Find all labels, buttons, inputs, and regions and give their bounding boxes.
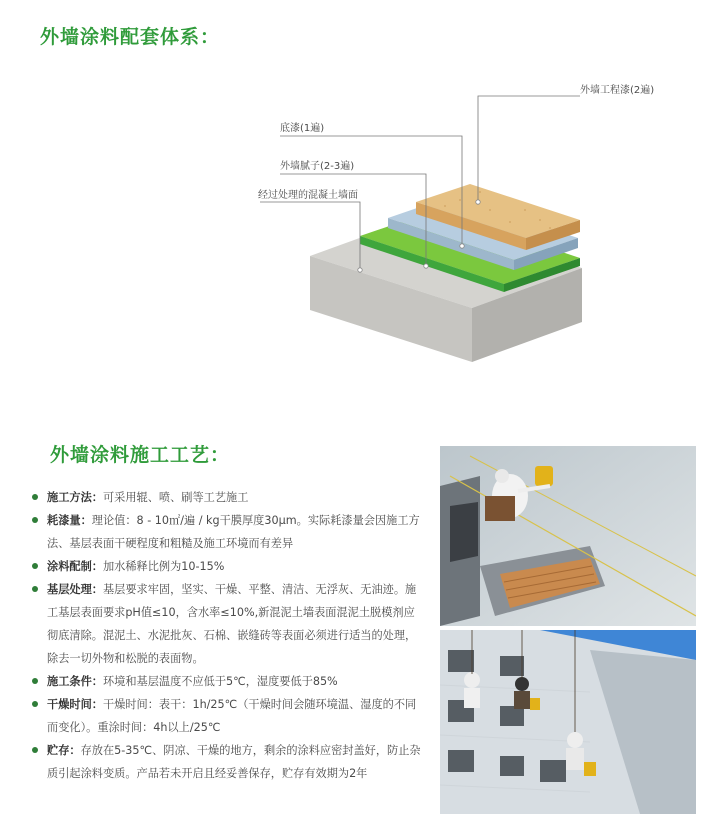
- list-item: 贮存：存放在5-35℃、阴凉、干燥的地方，剩余的涂料应密封盖好，防止杂质引起涂料变质。产品若未开启且经妥善保存，贮存有效期为2年: [30, 739, 422, 785]
- bullet-icon: [32, 747, 38, 753]
- bullet-icon: [32, 701, 38, 707]
- photo-workers-facade: [440, 630, 696, 814]
- label-topcoat: 外墙工程漆(2遍): [580, 85, 655, 96]
- section-title-process: 外墙涂料施工工艺：: [50, 444, 231, 466]
- label-substrate: 经过处理的混凝土墙面: [258, 190, 358, 201]
- label-primer: 底漆(1遍): [280, 123, 325, 134]
- photo-worker-wall: [440, 446, 696, 626]
- bullet-icon: [32, 517, 38, 523]
- leader-topcoat: [478, 96, 580, 202]
- label-putty: 外墙腻子(2-3遍): [280, 161, 355, 172]
- process-list: [30, 486, 422, 785]
- list-item: 干燥时间：干燥时间：表干：1h/25℃（干燥时间会随环境温、湿度的不同而变化）。重涂时间：4h以上/25℃: [30, 693, 422, 739]
- list-item: 基层处理：基层要求牢固，坚实、干燥、平整、清洁、无浮灰、无油迹。施工基层表面要求pH值≤10，含水率≤10%,新混泥土墙表面混泥土脱模剂应彻底清除。混泥土、水泥批灰、石棉、嵌缝砖等表面必须进行适当的处理，除去一切外物和松脱的表面物。: [30, 578, 422, 670]
- list-item: 施工条件：环境和基层温度不应低于5℃，湿度要低于85%: [30, 670, 422, 693]
- bullet-icon: [32, 563, 38, 569]
- list-item: 耗漆量：理论值：8 - 10㎡/遍 / kg干膜厚度30μm。实际耗漆量会因施工方法、基层表面干硬程度和粗糙及施工环境而有差异: [30, 509, 422, 555]
- bullet-icon: [32, 678, 38, 684]
- list-item: 涂料配制：加水稀释比例为10-15%: [30, 555, 422, 578]
- layer-illustration: [240, 70, 680, 370]
- coating-layer-diagram: [240, 70, 680, 370]
- section-title-system: 外墙涂料配套体系：: [40, 26, 221, 48]
- bullet-icon: [32, 494, 38, 500]
- bullet-icon: [32, 586, 38, 592]
- list-item: 施工方法：可采用辊、喷、刷等工艺施工: [30, 486, 422, 509]
